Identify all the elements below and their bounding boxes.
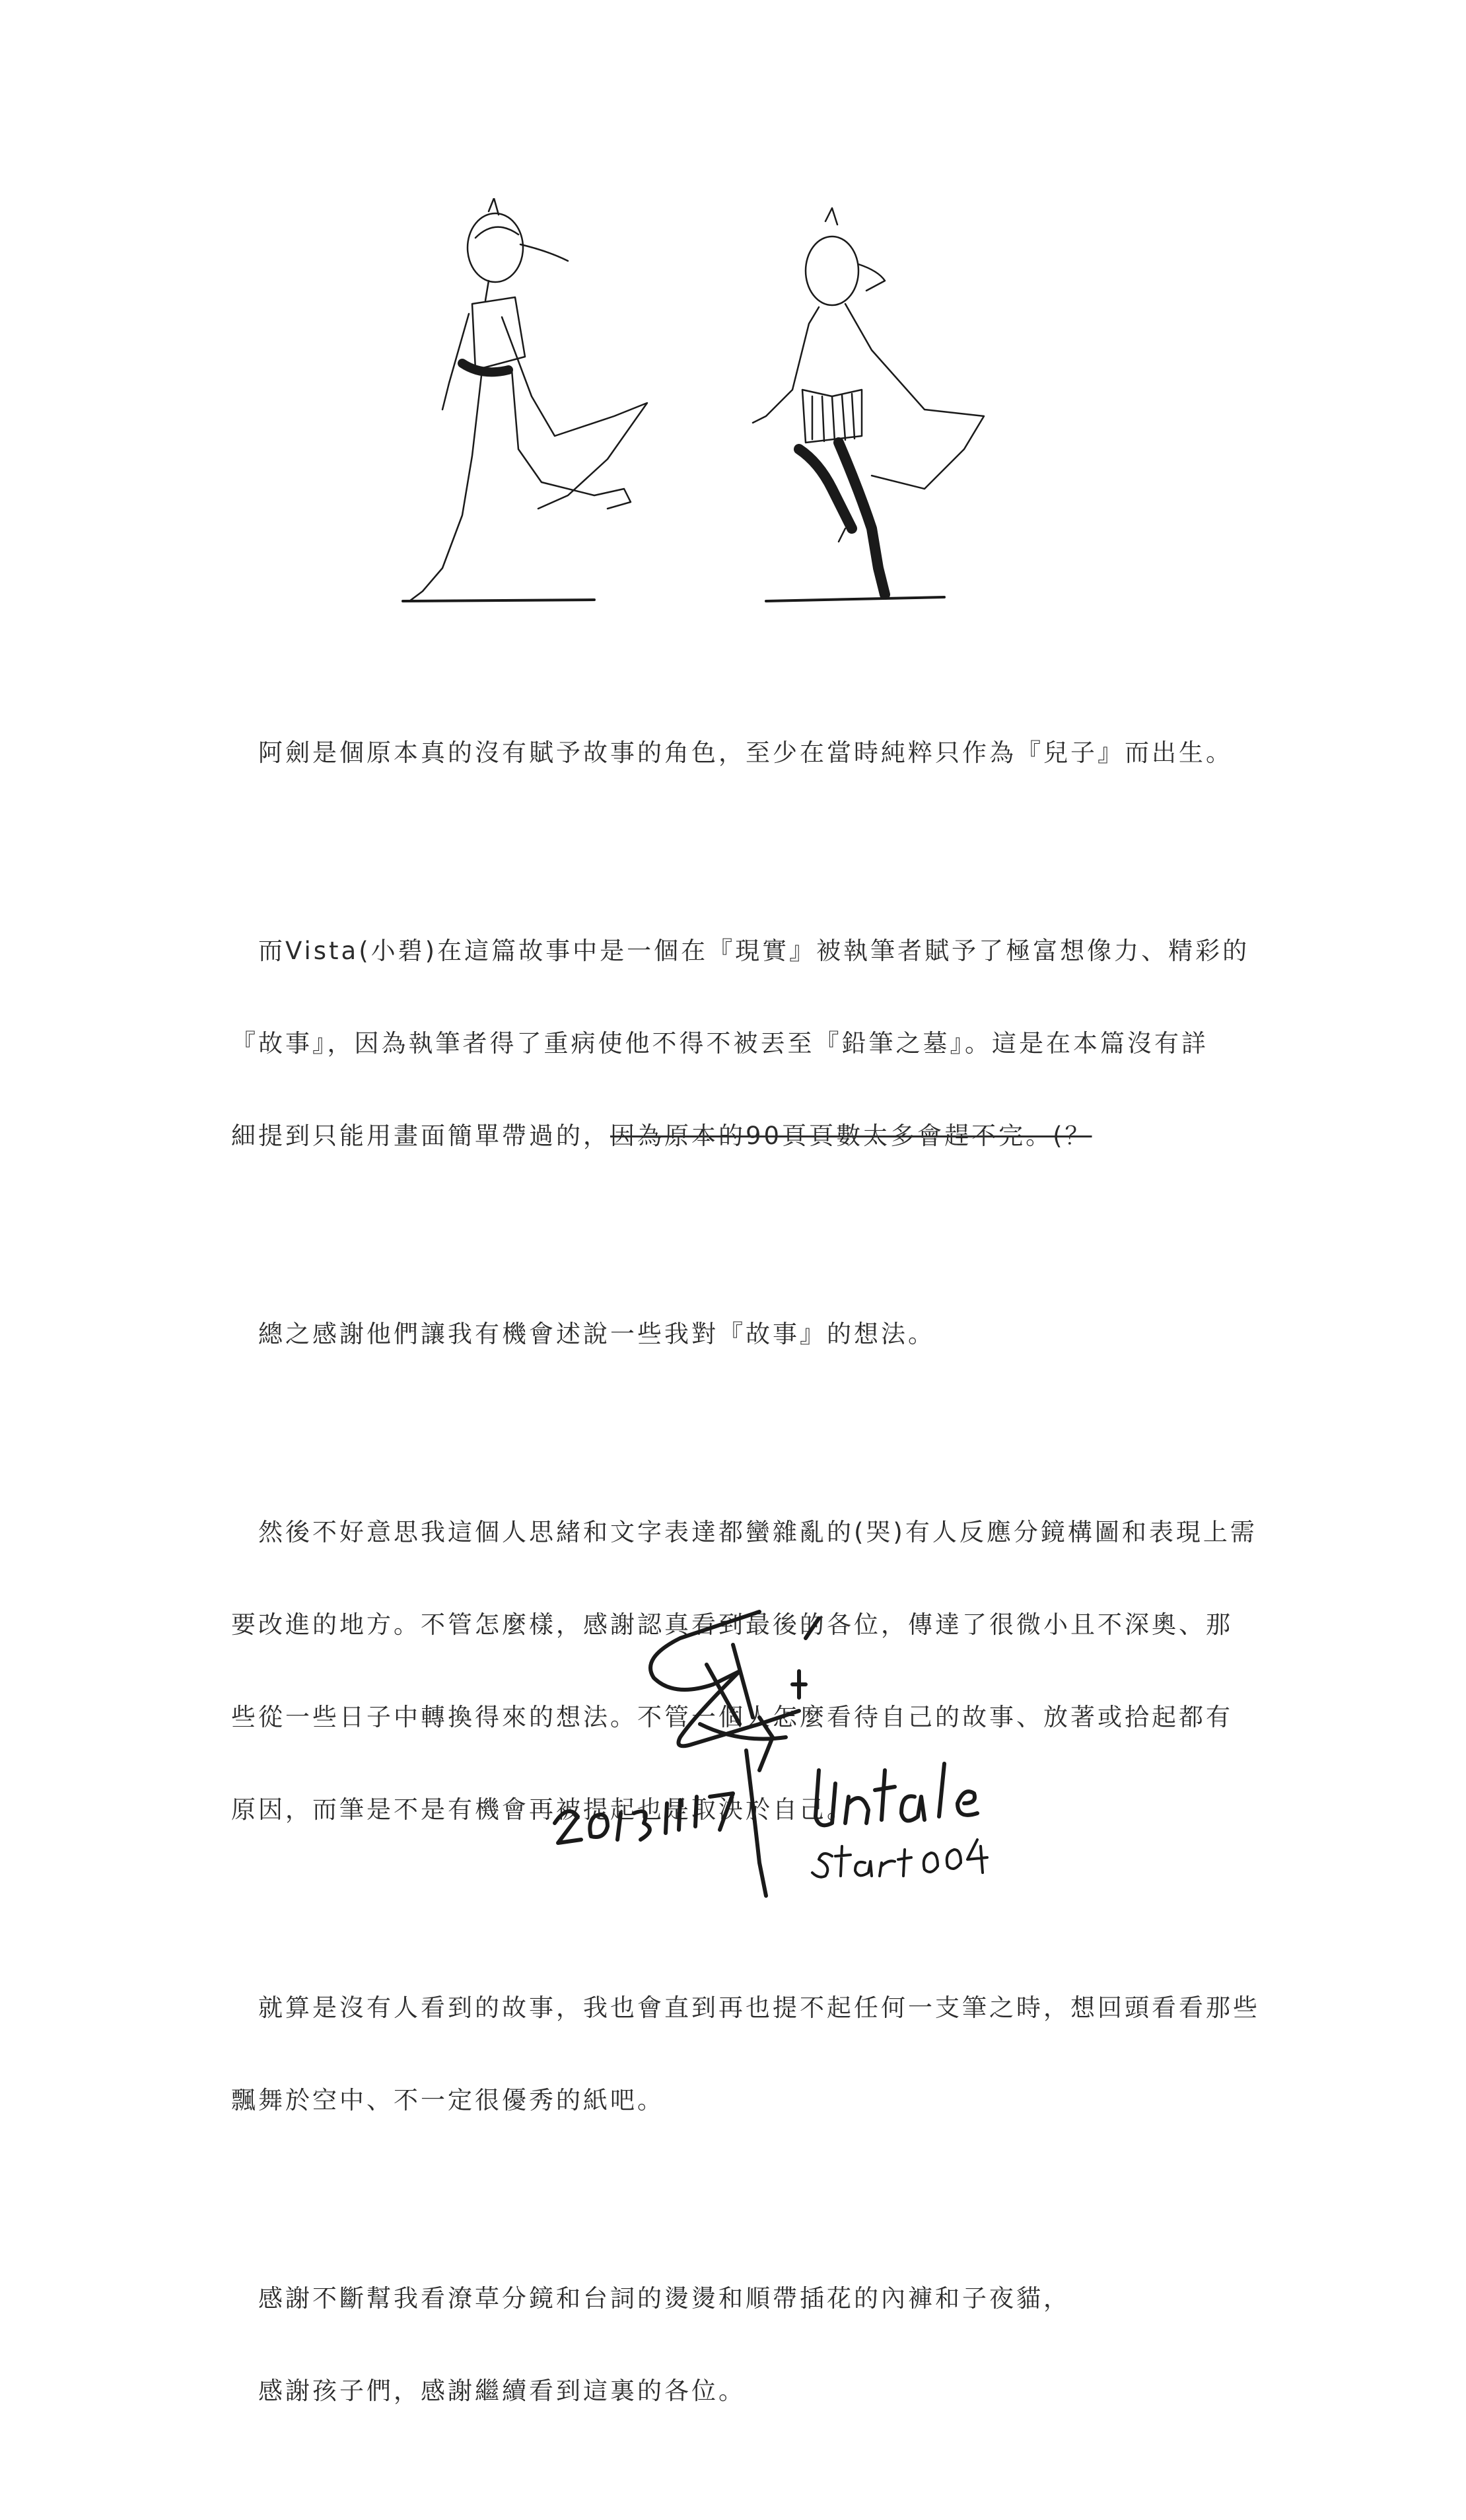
text-fragment: 細提到只能用畫面簡單帶過的， <box>231 1122 610 1150</box>
text-line: 飄舞於空中、不一定很優秀的紙吧。 <box>231 2086 664 2114</box>
signature-scribble <box>650 1612 819 1896</box>
struck-text: 因為原本的90頁頁數太多會趕不完。(？ <box>610 1122 1092 1150</box>
text-line: 些從一些日子中轉換得來的想法。不管一個人怎麼看待自己的故事、放著或拾起都有 <box>231 1703 1233 1731</box>
text-line: 阿劍是個原本真的沒有賦予故事的角色，至少在當時純粹只作為『兒子』而出生。 <box>231 738 1233 767</box>
right-figure-sketch <box>753 208 984 594</box>
text-line: 而Vista(小碧)在這篇故事中是一個在『現實』被執筆者賦予了極富想像力、精彩的 <box>231 937 1250 965</box>
paragraph-2 <box>231 882 1274 1206</box>
ground-shadow-left <box>403 600 594 601</box>
text-line: 原因，而筆是不是有機會再被提起也是取決於自己。 <box>231 1795 854 1824</box>
text-line: 『故事』，因為執筆者得了重病使他不得不被丟至『鉛筆之墓』。這是在本篇沒有詳 <box>231 1029 1208 1058</box>
two-running-figures-illustration <box>396 198 1083 621</box>
paragraph-3 <box>231 1265 1274 1404</box>
ground-shadow-right <box>766 597 944 601</box>
signature-untale <box>816 1764 977 1825</box>
text-line: 就算是沒有人看到的故事，我也會直到再也提不起任何一支筆之時，想回頭看看那些 <box>231 1994 1260 2022</box>
handwritten-signature <box>541 1585 1043 1916</box>
paragraph-1 <box>231 684 1274 822</box>
text-line: 感謝不斷幫我看潦草分鏡和台詞的燙燙和順帶插花的內褲和子夜貓， <box>231 2284 1070 2313</box>
text-line-with-strike <box>231 1113 1274 1159</box>
text-line: 然後不好意思我這個人思緒和文字表達都蠻雜亂的(哭)有人反應分鏡構圖和表現上需 <box>231 1518 1257 1546</box>
paragraph-6 <box>231 2229 1274 2461</box>
left-figure-sketch <box>409 198 647 601</box>
signature-date <box>555 1793 733 1843</box>
signature-start-004 <box>812 1840 987 1877</box>
text-line: 感謝孩子們，感謝繼續看到這裏的各位。 <box>231 2377 746 2405</box>
paragraph-5 <box>231 1939 1274 2170</box>
text-line: 要改進的地方。不管怎麼樣，感謝認真看到最後的各位，傳達了很微小且不深奧、那 <box>231 1610 1233 1639</box>
text-line: 總之感謝他們讓我有機會述說一些我對『故事』的想法。 <box>231 1320 935 1348</box>
